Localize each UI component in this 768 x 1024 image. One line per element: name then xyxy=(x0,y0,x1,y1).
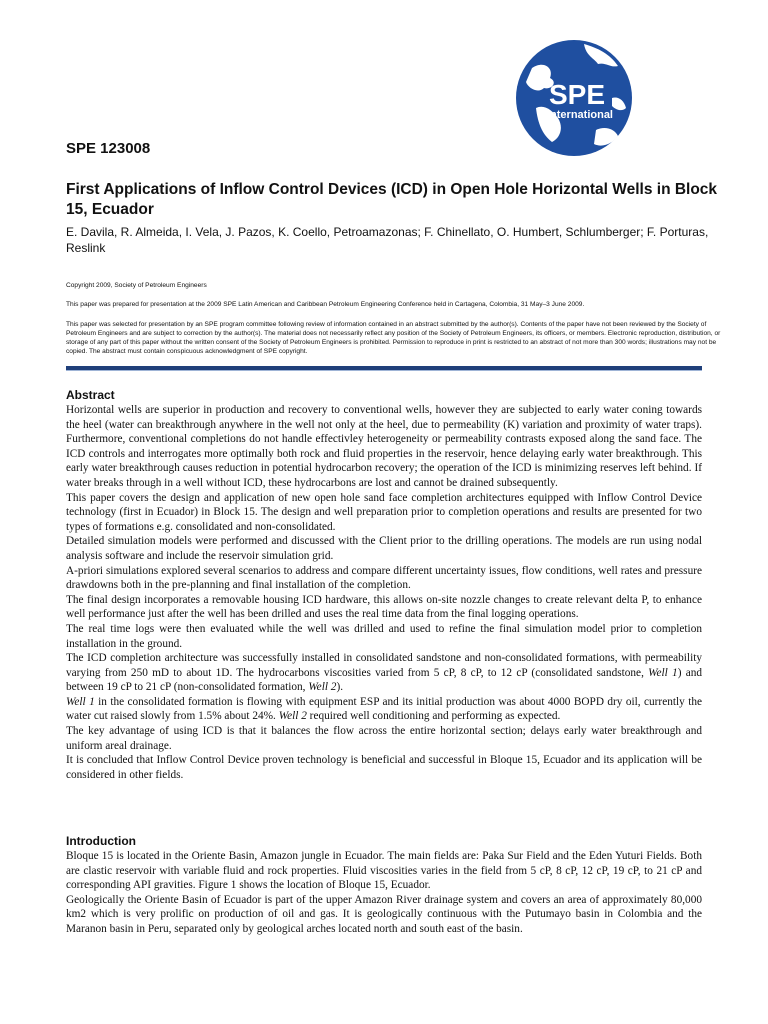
spe-international-logo xyxy=(514,38,634,158)
abstract-paragraph xyxy=(66,695,702,724)
abstract-body xyxy=(66,403,702,782)
introduction-body xyxy=(66,849,702,937)
well-name: Well 2 xyxy=(278,710,307,723)
abstract-paragraph: Detailed simulation models were performed and discussed with the Client prior to the drilling operations. The models are run using nodal analysis software and include the reservoir simulation grid. xyxy=(66,535,702,562)
introduction-paragraph: Bloque 15 is located in the Oriente Basin, Amazon jungle in Ecuador. The main fields are: Paka Sur Field and the Eden Yuturi Fields. Both are clastic reservoir with variable fluid and rock properties. Fluid viscosities varies in the field from 5 cP, 8 cP, 12 cP, 19 cP, to 21 cP and corresponding API gravities. Figure 1 shows the location of Bloque 15, Ecuador. xyxy=(66,850,702,892)
selection-notice: This paper was selected for presentation by an SPE program committee following review of information contained in an abstract submitted by the author(s). Contents of the paper have not been reviewed by the Society of Petroleum Engineers and are subject to correction by the author(s). The material does not necessarily reflect any position of the Society of Petroleum Engineers, its officers, or members. Electronic reproduction, distribution, or storage of any part of this paper without the written consent of the Society of Petroleum Engineers is prohibited. Permission to reproduce in print is restricted to an abstract of not more than 300 words; illustrations may not be copied. The abstract must contain conspicuous acknowledgment of SPE copyright. xyxy=(66,321,721,355)
text-run: in the consolidated formation is flowing with equipment ESP and its initial production was about 4000 BOPD dry oil, currently the water cut raised slowly from 1.5% about 24%. xyxy=(66,695,702,723)
abstract-paragraph: The real time logs were then evaluated while the well was drilled and used to refine the final simulation model prior to completion installation in the ground. xyxy=(66,622,702,650)
well-name: Well 1 xyxy=(648,666,678,679)
abstract-heading: Abstract xyxy=(66,388,115,402)
abstract-paragraph: This paper covers the design and application of new open hole sand face completion architectures equipped with Inflow Control Device technology (first in Ecuador) in Block 15. The design and well preparation prior to completion operations and results are presented for two types of formations e.g. consolidated and non-consolidated. xyxy=(66,491,702,533)
copyright-notice: Copyright 2009, Society of Petroleum Engineers xyxy=(66,282,207,289)
text-run: ). xyxy=(336,681,344,694)
conference-notice: This paper was prepared for presentation at the 2009 SPE Latin American and Caribbean Petroleum Engineering Conference held in Cartagena, Colombia, 31 May–3 June 2009. xyxy=(66,301,585,308)
author-list: E. Davila, R. Almeida, I. Vela, J. Pazos, K. Coello, Petroamazonas; F. Chinellato, O. Humbert, Schlumberger; F. Porturas, Reslink xyxy=(66,225,709,255)
abstract-paragraph xyxy=(66,651,702,695)
logo-spe-text: SPE xyxy=(548,79,606,110)
abstract-paragraph: The key advantage of using ICD is that it balances the flow across the entire horizontal section; delays early water breakthrough and uniform areal drainage. xyxy=(66,725,702,752)
abstract-paragraph: A-priori simulations explored several scenarios to address and compare different uncertainty issues, flow conditions, well rates and pressure drawdowns both in the pre-planning and final installation of the completion. xyxy=(66,564,702,592)
text-run: ) and between 19 cP to 21 cP (non-consolidated formation, xyxy=(66,666,703,694)
well-name: Well 2 xyxy=(308,681,337,694)
paper-title: First Applications of Inflow Control Devices (ICD) in Open Hole Horizontal Wells in Block 15, Ecuador xyxy=(66,181,718,218)
well-name: Well 1 xyxy=(66,695,95,708)
text-run: The ICD completion architecture was successfully installed in consolidated sandstone and non-consolidated formations, with permeability varying from 250 mD to about 1D. The hydrocarbons viscosities varied from 5 cP, 8 cP, to 12 cP (consolidated sandstone, xyxy=(66,652,702,679)
paper-number: SPE 123008 xyxy=(66,140,151,157)
introduction-paragraph: Geologically the Oriente Basin of Ecuador is part of the upper Amazon River drainage system and covers an area of approximately 80,000 km2 which is very prolific on production of oil and gas. It is geologically continuous with the Putumayo basin in Colombia and the Maranon basin in Peru, separated only by geological arches located north and south east of the basin. xyxy=(66,893,702,935)
header-divider-shadow xyxy=(66,370,702,371)
abstract-paragraph: It is concluded that Inflow Control Device proven technology is beneficial and successful in Bloque 15, Ecuador and its application will be considered in other fields. xyxy=(66,754,702,781)
logo-international-text: International xyxy=(546,109,614,121)
introduction-heading: Introduction xyxy=(66,834,136,848)
text-run: required well conditioning and performing as expected. xyxy=(306,710,561,723)
abstract-paragraph: Horizontal wells are superior in production and recovery to conventional wells, however they are subjected to early water coning towards the heel (water can breakthrough anywhere in the well not only at the heel, due to permeability (K) variation and proximity of water traps). Furthermore, conventional completions do not handle effectivley heterogeneity or permeability contrasts exposed along the sand face. The ICD controls and interrogates more optimally both rock and fluid properties in the reservoir, hence delaying early water breakthrough. This early water breakthrough causes reduction in potential hydrocarbon recovery; the operation of the ICD is minimizing reserves left behind. If water breaks through in a well without ICD, these hydrocarbons are lost and cannot be drained subsequently. xyxy=(66,404,702,489)
abstract-paragraph: The final design incorporates a removable housing ICD hardware, this allows on-site nozzle changes to create relevant delta P, to enhance well performance just after the well has been drilled and uses the real time data from the final logging operations. xyxy=(66,593,702,621)
